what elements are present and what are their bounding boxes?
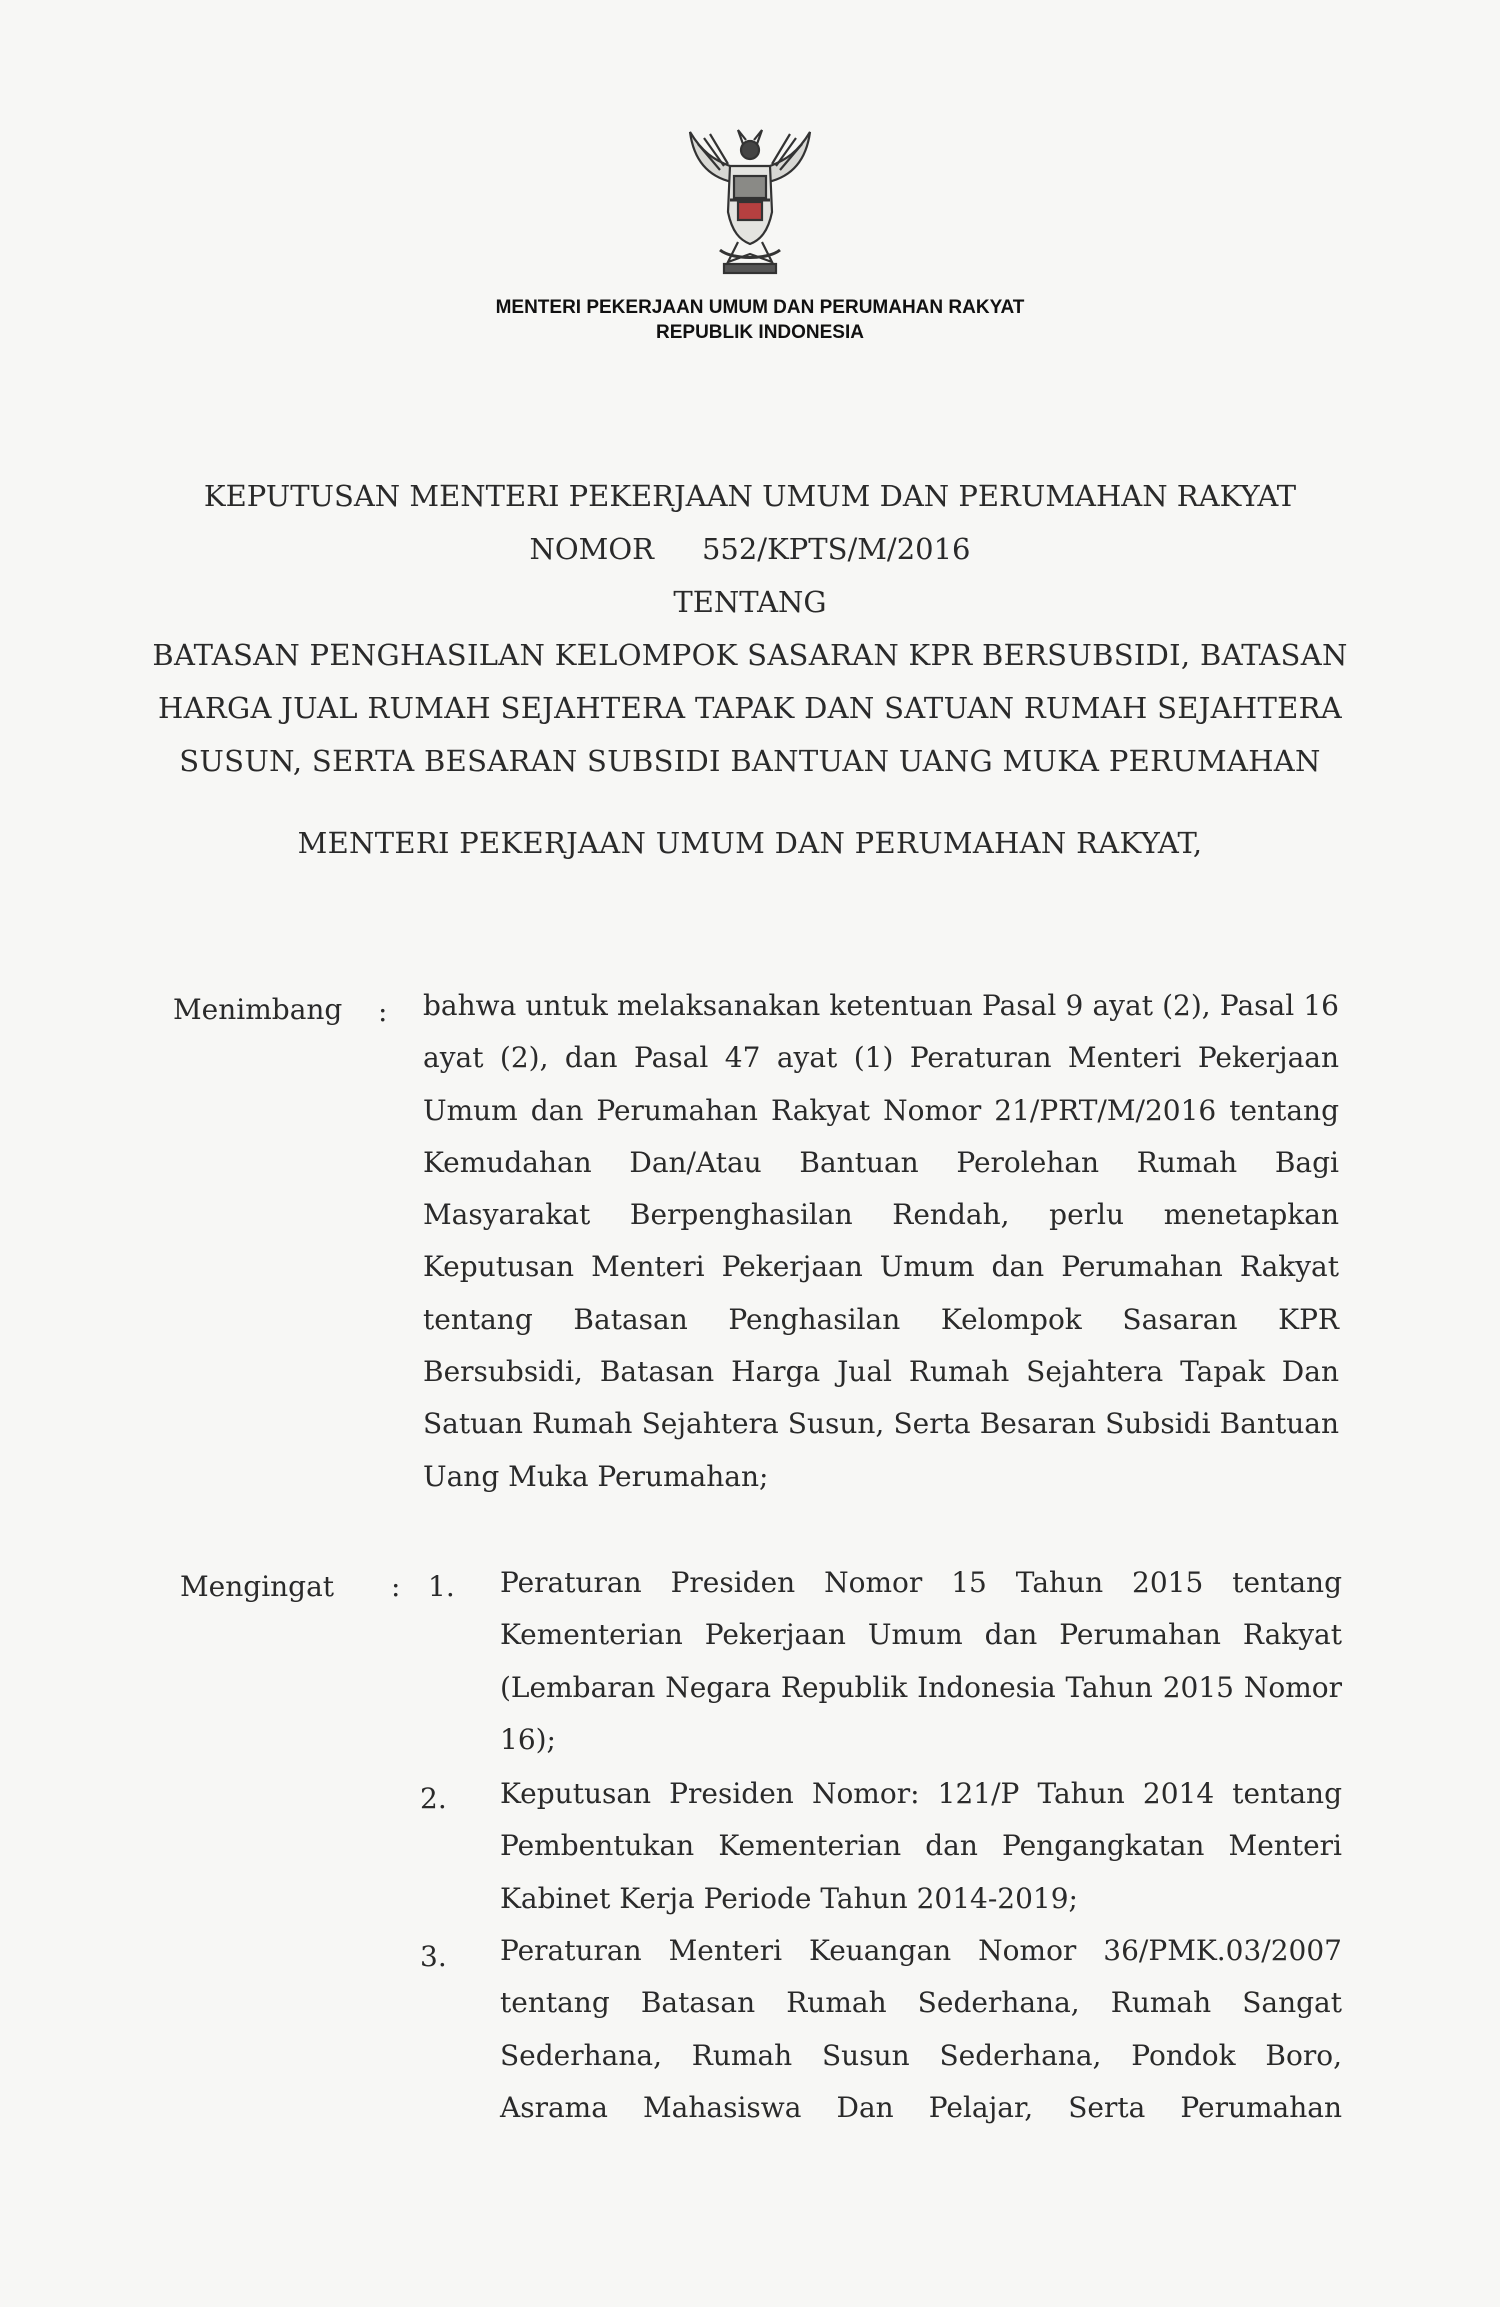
decree-title [150, 470, 1350, 788]
mengingat-item-number: 1. [428, 1570, 455, 1603]
decree-number [150, 523, 1350, 576]
subject-line: HARGA JUAL RUMAH SEJAHTERA TAPAK DAN SATUAN RUMAH SEJAHTERA [158, 691, 1342, 725]
letterhead [0, 295, 1500, 345]
letterhead-country: REPUBLIK INDONESIA [656, 322, 864, 343]
tentang-heading: TENTANG [673, 585, 827, 619]
mengingat-item-text: Peraturan Presiden Nomor 15 Tahun 2015 tentang Kementerian Pekerjaan Umum dan Perumahan Rakyat (Lembaran Negara Republik Indonesia Tahun 2015 Nomor 16); [500, 1566, 1342, 1756]
menimbang-text: bahwa untuk melaksanakan ketentuan Pasal 9 ayat (2), Pasal 16 ayat (2), dan Pasal 47 ayat (1) Peraturan Menteri Pekerjaan Umum dan Perumahan Rakyat Nomor 21/PRT/M/2016 tentang Kemudahan Dan/Atau Bantuan Perolehan Rumah Bagi Masyarakat Berpenghasilan Rendah, perlu menetapkan Keputusan Menteri Pekerjaan Umum dan Perumahan Rakyat tentang Batasan Penghasilan Kelompok Sasaran KPR Bersubsidi, Batasan Harga Jual Rumah Sejahtera Tapak Dan Satuan Rumah Sejahtera Susun, Serta Besaran Subsidi Bantuan Uang Muka Perumahan; [423, 989, 1339, 1493]
menimbang-label: Menimbang [173, 993, 343, 1026]
mengingat-item-number: 2. [420, 1782, 447, 1815]
subject-line: SUSUN, SERTA BESARAN SUBSIDI BANTUAN UANG MUKA PERUMAHAN [179, 744, 1321, 778]
subject-line: BATASAN PENGHASILAN KELOMPOK SASARAN KPR BERSUBSIDI, BATASAN [152, 638, 1348, 672]
mengingat-item-text: Peraturan Menteri Keuangan Nomor 36/PMK.03/2007 tentang Batasan Rumah Sederhana, Rumah Sangat Sederhana, Rumah Susun Sederhana, Pondok Boro, Asrama Mahasiswa Dan Pelajar, Serta Perumahan [500, 1934, 1342, 2124]
nomor-label: NOMOR [529, 532, 654, 566]
nomor-value: 552/KPTS/M/2016 [701, 532, 971, 566]
mengingat-label: Mengingat [180, 1570, 335, 1603]
letterhead-ministry: MENTERI PEKERJAAN UMUM DAN PERUMAHAN RAKYAT [495, 297, 1025, 318]
mengingat-item-text: Keputusan Presiden Nomor: 121/P Tahun 2014 tentang Pembentukan Kementerian dan Pengangkatan Menteri Kabinet Kerja Periode Tahun 2014-2019; [500, 1777, 1342, 1915]
mengingat-item-number: 3. [420, 1940, 447, 1973]
minister-heading: MENTERI PEKERJAAN UMUM DAN PERUMAHAN RAKYAT, [297, 826, 1203, 860]
garuda-emblem-icon [680, 122, 820, 282]
decree-heading: KEPUTUSAN MENTERI PEKERJAAN UMUM DAN PERUMAHAN RAKYAT [203, 479, 1297, 513]
menimbang-colon: : [378, 995, 388, 1028]
mengingat-colon: : [391, 1570, 401, 1603]
